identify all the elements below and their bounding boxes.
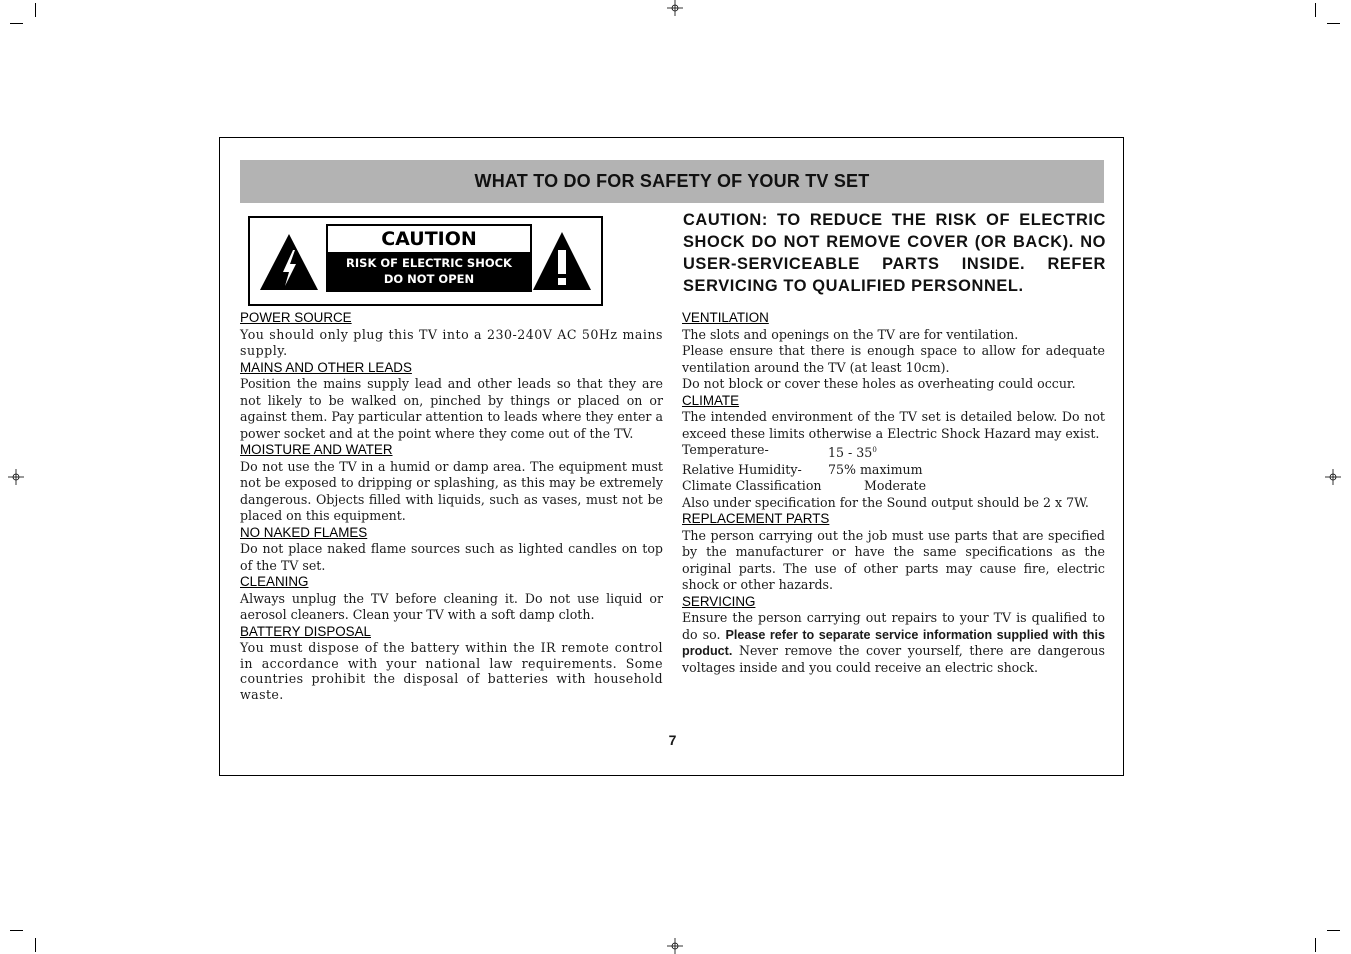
registration-mark-icon bbox=[8, 469, 24, 485]
section-heading-climate: CLIMATE bbox=[682, 392, 740, 408]
section-heading-replacement: REPLACEMENT PARTS bbox=[682, 511, 830, 527]
section-text-mains-leads: Position the mains supply lead and other leads so that they are not likely to be walked on, pinched by things or placed on or against them. Pay particular attention to leads where they enter a power socket and at the point where they come out of the TV. bbox=[240, 376, 663, 441]
page-number: 7 bbox=[668, 732, 677, 748]
crop-mark bbox=[1327, 930, 1340, 931]
caution-word: CAUTION bbox=[328, 226, 530, 252]
servicing-bold-text: Please refer to separate service information supplied with this product. bbox=[682, 627, 1105, 659]
registration-mark-icon bbox=[1325, 469, 1341, 485]
caution-line-2: DO NOT OPEN bbox=[383, 272, 475, 286]
section-heading-flames: NO NAKED FLAMES bbox=[240, 524, 368, 540]
crop-mark bbox=[10, 930, 23, 931]
spec-temperature bbox=[682, 442, 1105, 462]
section-heading-ventilation: VENTILATION bbox=[682, 310, 769, 325]
section-text-moisture: Do not use the TV in a humid or damp area. The equipment must not be exposed to dripping or splashing, as this may be extremely dangerous. Objects filled with liquids, such as vases, must not be placed on this equipment. bbox=[240, 458, 663, 523]
section-text-cleaning: Always unplug the TV before cleaning it. Do not use liquid or aerosol cleaners. Clean your TV with a soft damp cloth. bbox=[240, 590, 663, 622]
section-text-sound: Also under specification for the Sound output should be 2 x 7W. bbox=[682, 494, 1089, 510]
crop-mark bbox=[35, 3, 36, 17]
section-heading-mains-leads: MAINS AND OTHER LEADS bbox=[240, 359, 412, 375]
left-column bbox=[240, 310, 663, 702]
section-heading-power-source: POWER SOURCE bbox=[240, 310, 352, 325]
caution-heading-line: CAUTION: TO REDUCE THE RISK OF ELECTRIC bbox=[683, 211, 1106, 229]
caution-label-center bbox=[326, 224, 532, 292]
spec-label: Climate Classification bbox=[682, 478, 822, 494]
section-text-ventilation-2: Please ensure that there is enough space to allow for adequate ventilation around the TV (at least 10cm). bbox=[682, 343, 1105, 375]
caution-heading-line: USER-SERVICEABLE PARTS INSIDE. REFER bbox=[683, 255, 1106, 273]
crop-mark bbox=[1327, 23, 1340, 24]
section-text-ventilation-3: Do not block or cover these holes as overheating could occur. bbox=[682, 376, 1076, 391]
caution-warning-text bbox=[328, 252, 530, 290]
page-title: WHAT TO DO FOR SAFETY OF YOUR TV SET bbox=[240, 160, 1104, 203]
spec-value: $15 - 35^0$ bbox=[828, 445, 877, 461]
caution-heading-line: SHOCK DO NOT REMOVE COVER (OR BACK). NO bbox=[683, 233, 1106, 251]
page-frame bbox=[219, 137, 1124, 776]
crop-mark bbox=[1315, 3, 1316, 17]
section-heading-servicing: SERVICING bbox=[682, 593, 756, 609]
caution-label bbox=[248, 216, 603, 306]
crop-mark bbox=[1315, 938, 1316, 952]
spec-value: Moderate bbox=[864, 478, 927, 494]
section-text-replacement: The person carrying out the job must use parts that are specified by the manufacturer or have the same specifications as the original parts. The use of other parts may cause fire, electric shock or other hazards. bbox=[682, 527, 1105, 593]
section-heading-cleaning: CLEANING bbox=[240, 574, 309, 589]
caution-heading-line: SERVICING TO QUALIFIED PERSONNEL. bbox=[683, 277, 1024, 295]
spec-label: Temperature- bbox=[682, 442, 769, 457]
crop-mark bbox=[35, 938, 36, 952]
spec-label: Relative Humidity- bbox=[682, 461, 802, 477]
section-text-flames: Do not place naked flame sources such as lighted candles on top of the TV set. bbox=[240, 541, 663, 573]
section-text-ventilation-1: The slots and openings on the TV are for ventilation. bbox=[682, 326, 1019, 342]
right-column bbox=[682, 310, 1105, 676]
crop-mark bbox=[10, 23, 23, 24]
spec-value: 75% maximum bbox=[828, 461, 923, 477]
registration-mark-icon bbox=[667, 0, 683, 16]
degree-mark: 0 bbox=[872, 446, 877, 454]
section-text-power-source: You should only plug this TV into a 230-240V AC 50Hz mains supply. bbox=[240, 326, 663, 358]
section-text-servicing: Ensure the person carrying out repairs to your TV is qualified to do so. Please refer to separate service information supplied with this product. Never remove the cover yourself, there are dangerous voltages inside and you could receive an electric shock. bbox=[682, 610, 1105, 675]
section-text-climate: The intended environment of the TV set is detailed below. Do not exceed these limits otherwise a Electric Shock Hazard may exist. bbox=[682, 409, 1105, 441]
section-heading-battery: BATTERY DISPOSAL bbox=[240, 623, 371, 639]
section-text-battery: You must dispose of the battery within the IR remote control in accordance with your national law requirements. Some countries prohibit the disposal of batteries with household waste. bbox=[240, 640, 663, 702]
spec-humidity bbox=[682, 462, 1105, 479]
spec-climate-class bbox=[682, 478, 1105, 495]
lightning-warning-icon bbox=[258, 232, 320, 292]
registration-mark-icon bbox=[667, 938, 683, 954]
section-heading-moisture: MOISTURE AND WATER bbox=[240, 442, 393, 457]
caution-line-1: RISK OF ELECTRIC SHOCK bbox=[346, 256, 512, 270]
exclamation-warning-icon bbox=[531, 230, 593, 292]
caution-heading bbox=[683, 209, 1106, 297]
